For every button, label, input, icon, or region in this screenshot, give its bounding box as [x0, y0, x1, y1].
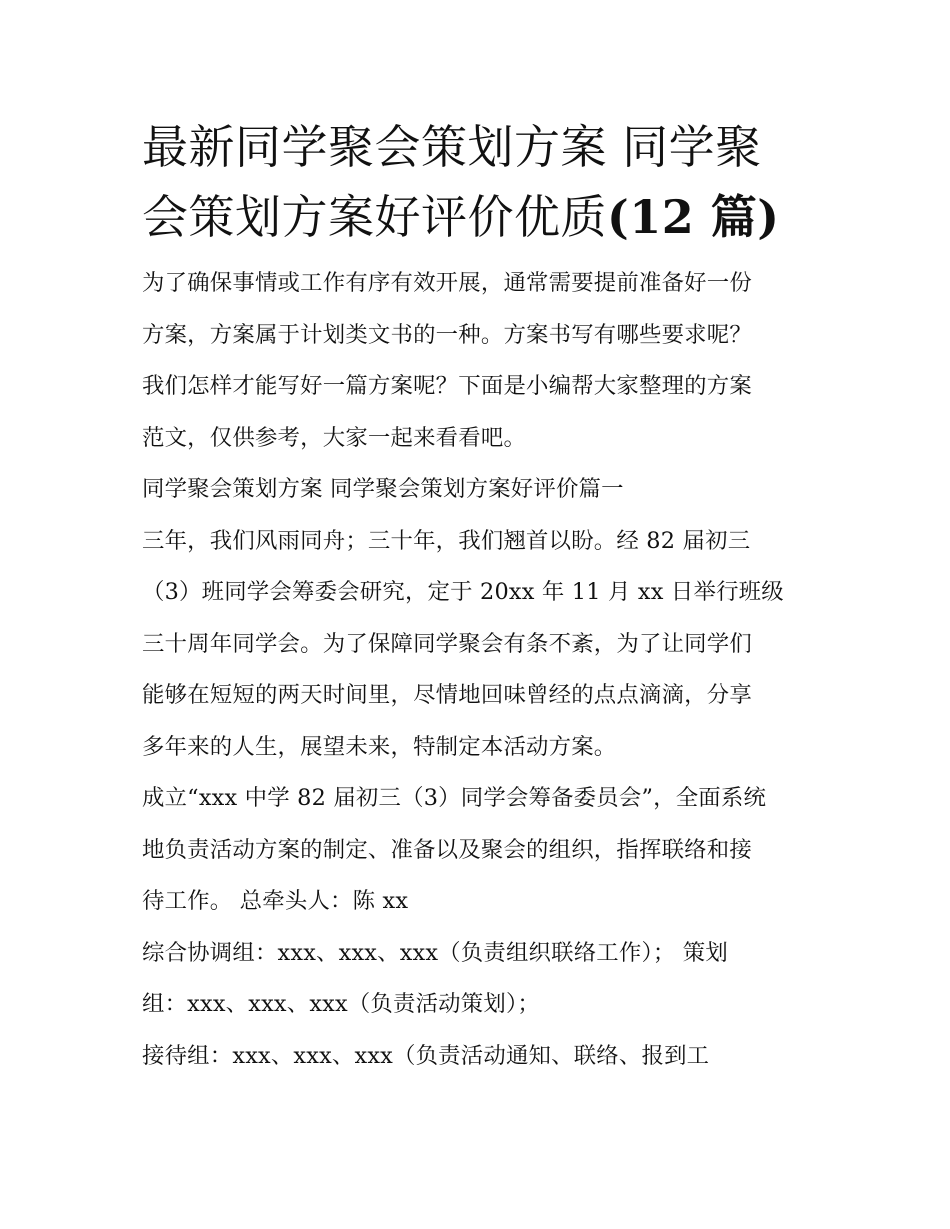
- text-line: 接待组：xxx、xxx、xxx（负责活动通知、联络、报到工: [142, 1042, 710, 1069]
- text-line: 为了确保事情或工作有序有效开展，通常需要提前准备好一份: [142, 270, 752, 296]
- text-line: 我们怎样才能写好一篇方案呢？下面是小编帮大家整理的方案: [142, 373, 752, 399]
- body-paragraph: [142, 928, 814, 1031]
- text-line: 同学聚会策划方案 同学聚会策划方案好评价篇一: [142, 476, 624, 502]
- title-line: 最新同学聚会策划方案 同学聚: [142, 120, 762, 174]
- text-line: 三十周年同学会。为了保障同学聚会有条不紊，为了让同学们: [142, 630, 752, 657]
- text-line: 待工作。 总牵头人：陈 xx: [142, 888, 409, 914]
- title-count: (12 篇): [607, 190, 780, 244]
- text-line: 成立“xxx 中学 82 届初三（3）同学会筹备委员会”，全面系统: [142, 785, 767, 811]
- section-heading: [142, 464, 814, 516]
- text-line: 三年，我们风雨同舟；三十年，我们翘首以盼。经 82 届初三: [142, 527, 751, 554]
- text-line: （3）班同学会筹委会研究，定于 20xx 年 11 月 xx 日举行班级: [142, 579, 784, 605]
- body-paragraph: [142, 1031, 814, 1083]
- text-line: 能够在短短的两天时间里，尽情地回味曾经的点点滴滴，分享: [142, 682, 752, 708]
- intro-paragraph: [142, 258, 814, 464]
- document-title: [142, 112, 814, 252]
- text-line: 组：xxx、xxx、xxx（负责活动策划）；: [142, 991, 540, 1017]
- body-paragraph: [142, 516, 814, 774]
- text-line: 综合协调组：xxx、xxx、xxx（负责组织联络工作）； 策划: [142, 939, 728, 966]
- text-line: 范文，仅供参考，大家一起来看看吧。: [142, 424, 527, 451]
- text-line: 多年来的人生，展望未来，特制定本活动方案。: [142, 733, 617, 760]
- title-line: [142, 182, 814, 252]
- title-text: 会策划方案好评价优质: [142, 190, 607, 244]
- text-line: 地负责活动方案的制定、准备以及聚会的组织，指挥联络和接: [142, 836, 752, 863]
- document-page: [142, 112, 814, 1082]
- body-paragraph: [142, 773, 814, 928]
- text-line: 方案，方案属于计划类文书的一种。方案书写有哪些要求呢？: [142, 321, 752, 348]
